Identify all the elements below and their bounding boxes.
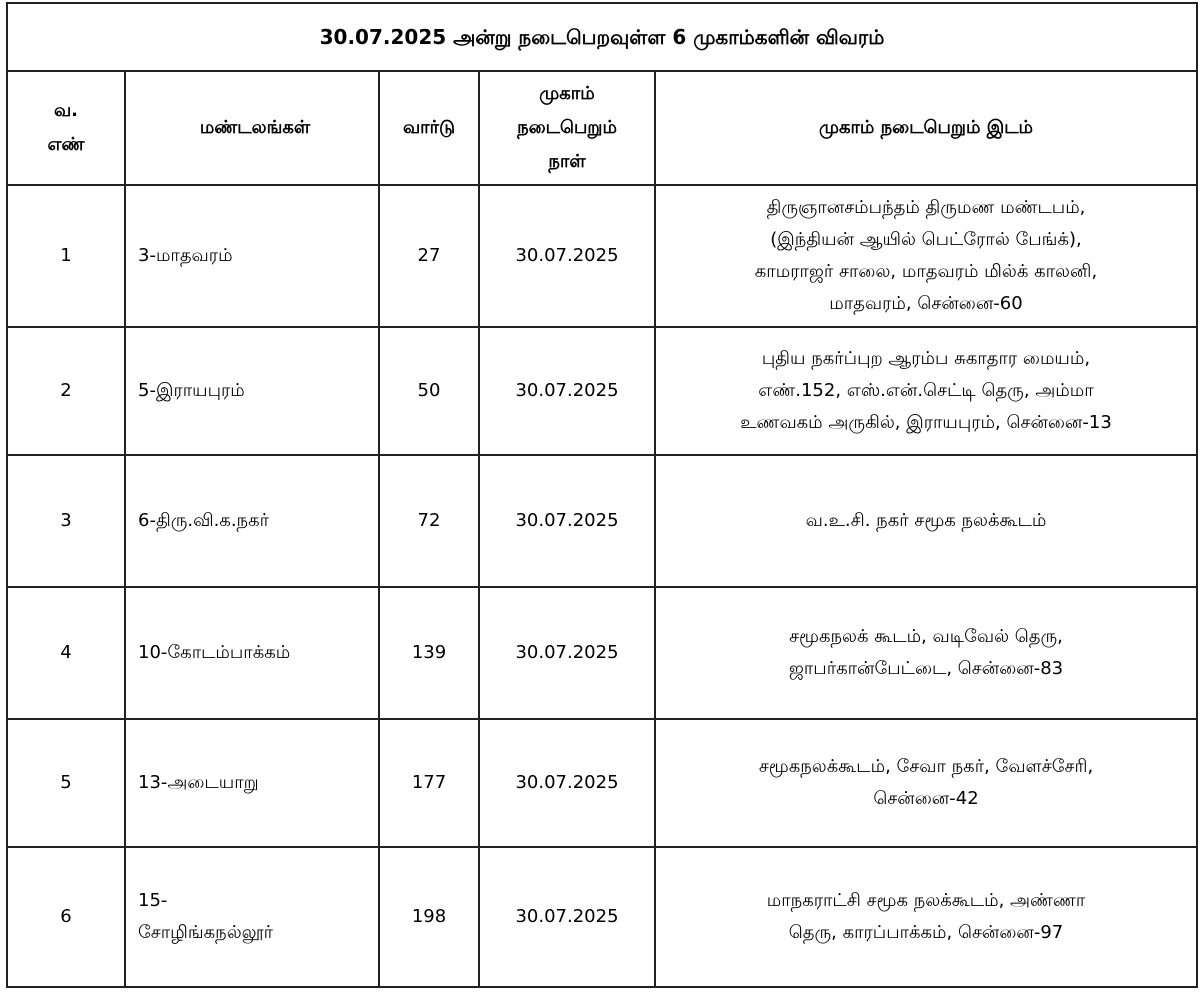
table-row bbox=[7, 455, 1197, 587]
serial-number: 3 bbox=[7, 455, 125, 587]
table-row bbox=[7, 719, 1197, 847]
header-serial-number: வ. எண் bbox=[7, 71, 125, 185]
zone: 3-மாதவரம் bbox=[125, 185, 379, 327]
ward: 27 bbox=[379, 185, 479, 327]
camp-location: சமூகநலக்கூடம், சேவா நகர், வேளச்சேரி, சென்னை-42 bbox=[655, 719, 1197, 847]
table-title: 30.07.2025 அன்று நடைபெறவுள்ள 6 முகாம்களின் விவரம் bbox=[7, 3, 1197, 71]
camp-date: 30.07.2025 bbox=[479, 847, 655, 987]
serial-number: 1 bbox=[7, 185, 125, 327]
camp-details-table bbox=[6, 2, 1198, 988]
camp-date: 30.07.2025 bbox=[479, 185, 655, 327]
camp-location: சமூகநலக் கூடம், வடிவேல் தெரு, ஜாபர்கான்பேட்டை, சென்னை-83 bbox=[655, 587, 1197, 719]
serial-number: 5 bbox=[7, 719, 125, 847]
zone: 5-இராயபுரம் bbox=[125, 327, 379, 455]
camp-location: வ.உ.சி. நகர் சமூக நலக்கூடம் bbox=[655, 455, 1197, 587]
header-ward: வார்டு bbox=[379, 71, 479, 185]
zone: 15- சோழிங்கநல்லூர் bbox=[125, 847, 379, 987]
header-camp-location: முகாம் நடைபெறும் இடம் bbox=[655, 71, 1197, 185]
camp-date: 30.07.2025 bbox=[479, 719, 655, 847]
ward: 139 bbox=[379, 587, 479, 719]
serial-number: 4 bbox=[7, 587, 125, 719]
camp-date: 30.07.2025 bbox=[479, 327, 655, 455]
ward: 177 bbox=[379, 719, 479, 847]
camp-location: மாநகராட்சி சமூக நலக்கூடம், அண்ணா தெரு, காரப்பாக்கம், சென்னை-97 bbox=[655, 847, 1197, 987]
table-row bbox=[7, 847, 1197, 987]
header-camp-date: முகாம் நடைபெறும் நாள் bbox=[479, 71, 655, 185]
ward: 50 bbox=[379, 327, 479, 455]
serial-number: 2 bbox=[7, 327, 125, 455]
header-row bbox=[7, 71, 1197, 185]
zone: 6-திரு.வி.க.நகர் bbox=[125, 455, 379, 587]
camp-location: திருஞானசம்பந்தம் திருமண மண்டபம், (இந்தியன் ஆயில் பெட்ரோல் பேங்க்), காமராஜர் சாலை, மாதவரம் மில்க் காலனி, மாதவரம், சென்னை-60 bbox=[655, 185, 1197, 327]
zone: 10-கோடம்பாக்கம் bbox=[125, 587, 379, 719]
camp-date: 30.07.2025 bbox=[479, 587, 655, 719]
table-row bbox=[7, 185, 1197, 327]
table-row bbox=[7, 327, 1197, 455]
ward: 198 bbox=[379, 847, 479, 987]
camp-date: 30.07.2025 bbox=[479, 455, 655, 587]
table-row bbox=[7, 587, 1197, 719]
header-zone: மண்டலங்கள் bbox=[125, 71, 379, 185]
zone: 13-அடையாறு bbox=[125, 719, 379, 847]
ward: 72 bbox=[379, 455, 479, 587]
serial-number: 6 bbox=[7, 847, 125, 987]
camp-location: புதிய நகர்ப்புற ஆரம்ப சுகாதார மையம், எண்.152, எஸ்.என்.செட்டி தெரு, அம்மா உணவகம் அருகில், இராயபுரம், சென்னை-13 bbox=[655, 327, 1197, 455]
